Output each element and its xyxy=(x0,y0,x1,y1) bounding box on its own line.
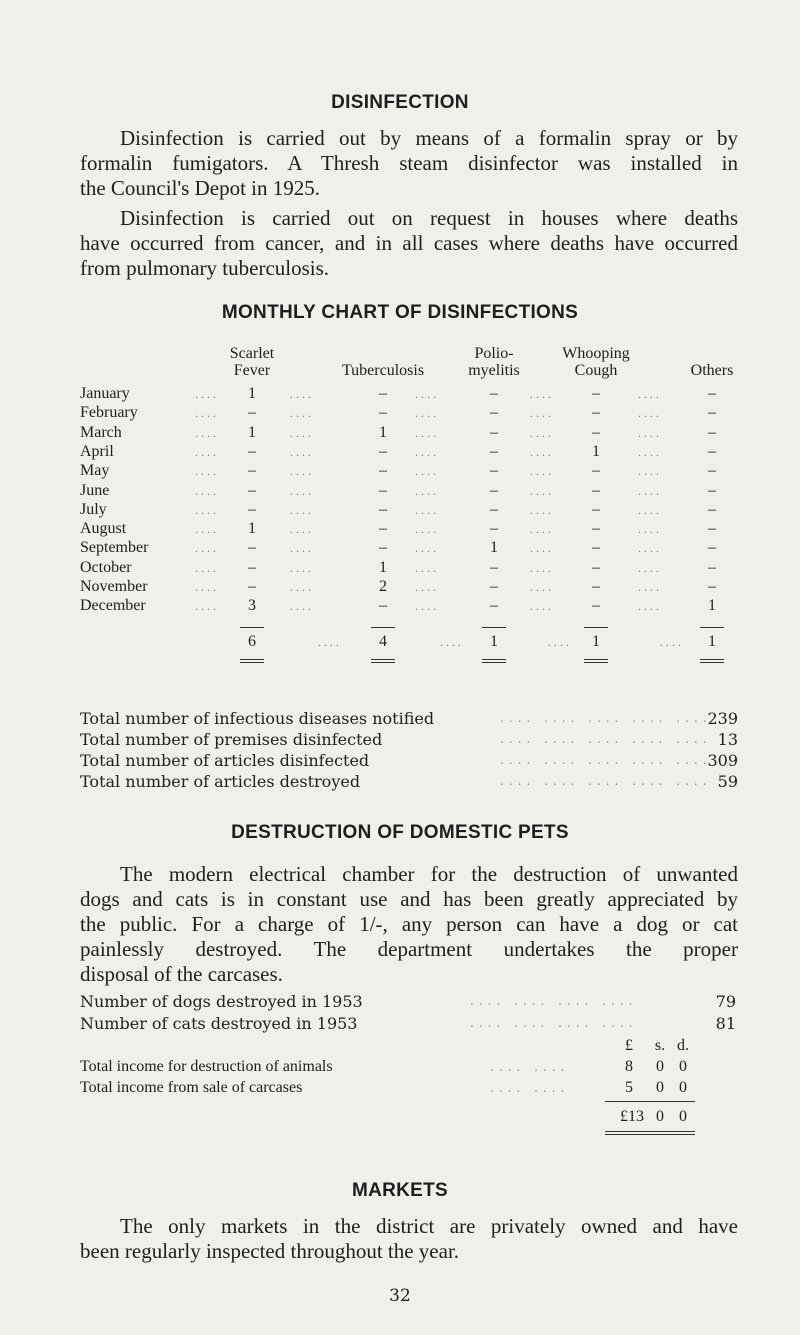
total-rule-double xyxy=(605,1134,695,1135)
table-cell: – xyxy=(708,520,716,538)
table-cell: – xyxy=(708,423,716,441)
leader-dots: .... xyxy=(290,502,314,517)
total-rule-top xyxy=(371,627,395,628)
leader-dots: .... xyxy=(195,406,219,421)
total-rule-top xyxy=(605,1101,695,1102)
disinfection-heading: DISINFECTION xyxy=(331,92,469,113)
leader-dots: .... xyxy=(415,522,439,537)
leader-dots: .... xyxy=(638,444,662,459)
leader-dots: .... xyxy=(195,599,219,614)
leader-dots: .... xyxy=(290,522,314,537)
total-rule-double xyxy=(371,662,395,663)
leader-dots: .... xyxy=(638,464,662,479)
text-line: dogs and cats is in constant use and has been greatly appreciated by xyxy=(80,887,738,911)
table-cell: – xyxy=(708,442,716,460)
table-cell: – xyxy=(379,597,387,615)
table-cell: – xyxy=(592,558,600,576)
table-cell: – xyxy=(248,404,256,422)
leader-dots: .... xyxy=(195,444,219,459)
month-label: April xyxy=(80,442,114,460)
month-label: June xyxy=(80,481,110,499)
leader-dots: .... .... .... .... xyxy=(470,1016,638,1030)
table-cell: – xyxy=(592,481,600,499)
currency-header: £ xyxy=(625,1037,633,1054)
currency-header: d. xyxy=(677,1037,689,1054)
month-label: December xyxy=(80,597,146,615)
table-cell: – xyxy=(379,385,387,402)
text-line: formalin fumigators. A Thresh steam disinfector was installed in xyxy=(80,151,738,175)
table-cell: 3 xyxy=(248,597,256,615)
text-line: The only markets in the district are privately owned and have xyxy=(120,1214,738,1238)
table-cell: – xyxy=(379,500,387,518)
table-cell: – xyxy=(490,597,498,615)
month-label: October xyxy=(80,558,132,576)
income-amount: 5 xyxy=(625,1079,633,1096)
leader-dots: .... xyxy=(290,483,314,498)
total-rule-double xyxy=(605,1131,695,1132)
leader-dots: .... xyxy=(415,444,439,459)
text-line: been regularly inspected throughout the year. xyxy=(80,1239,460,1263)
pets-heading: DESTRUCTION OF DOMESTIC PETS xyxy=(231,822,569,843)
leader-dots: .... xyxy=(530,387,554,401)
summary-row xyxy=(80,751,738,771)
leader-dots: .... xyxy=(638,541,662,556)
summary-value: 13 xyxy=(717,730,738,749)
table-cell: – xyxy=(708,558,716,576)
leader-dots: .... xyxy=(638,560,662,575)
column-header-line2: Cough xyxy=(574,362,618,379)
total-rule-double xyxy=(584,662,608,663)
pets-paragraph xyxy=(80,862,738,987)
leader-dots: .... xyxy=(415,502,439,517)
leader-dots: .... xyxy=(195,560,219,575)
total-cell: 1 xyxy=(708,632,716,650)
leader-dots: .... xyxy=(290,444,314,459)
table-cell: – xyxy=(248,442,256,460)
summary-row xyxy=(80,709,738,729)
leader-dots: .... .... .... .... .... xyxy=(500,774,712,788)
leader-dots: .... xyxy=(318,634,342,649)
table-cell: – xyxy=(490,462,498,480)
count-label: Number of cats destroyed in 1953 xyxy=(80,1014,358,1033)
month-label: February xyxy=(80,404,138,422)
table-cell: – xyxy=(490,404,498,422)
table-cell: 2 xyxy=(379,578,387,595)
summary-value: 239 xyxy=(707,709,738,728)
leader-dots: .... xyxy=(290,541,314,556)
table-cell: 1 xyxy=(592,442,600,460)
leader-dots: .... xyxy=(415,483,439,498)
column-header-line2: Tuberculosis xyxy=(341,362,425,379)
table-cell: – xyxy=(708,385,716,402)
summary-label: Total number of articles destroyed xyxy=(80,772,361,791)
total-rule-double xyxy=(584,659,608,660)
leader-dots: .... xyxy=(290,560,314,575)
table-cell: – xyxy=(248,558,256,576)
leader-dots: .... xyxy=(638,599,662,614)
text-line: the public. For a charge of 1/-, any person can have a dog or cat xyxy=(80,912,738,936)
month-label: September xyxy=(80,539,149,557)
leader-dots: .... xyxy=(195,541,219,556)
table-cell: – xyxy=(592,423,600,441)
total-rule-double xyxy=(482,659,506,660)
leader-dots: .... xyxy=(415,406,439,421)
month-label: July xyxy=(80,500,107,518)
leader-dots: .... .... .... .... .... xyxy=(500,732,712,746)
total-rule-double xyxy=(700,659,724,660)
table-cell: – xyxy=(708,404,716,422)
table-cell: – xyxy=(490,500,498,518)
leader-dots: .... xyxy=(415,464,439,479)
leader-dots: .... xyxy=(195,502,219,517)
leader-dots: .... xyxy=(290,599,314,614)
table-cell: – xyxy=(708,481,716,499)
summary-row xyxy=(80,730,738,750)
leader-dots: .... xyxy=(415,580,439,594)
summary-row xyxy=(80,772,738,792)
page-number: 32 xyxy=(389,1286,411,1306)
leader-dots: .... .... .... .... xyxy=(470,994,638,1008)
month-label: August xyxy=(80,520,127,538)
leader-dots: .... xyxy=(530,522,554,537)
table-cell: – xyxy=(592,500,600,518)
total-rule-top xyxy=(240,627,264,628)
leader-dots: .... xyxy=(290,580,314,594)
table-cell: – xyxy=(708,500,716,518)
income-amount: 8 xyxy=(625,1058,633,1075)
markets-heading: MARKETS xyxy=(351,1180,449,1201)
table-cell: 1 xyxy=(490,539,498,557)
leader-dots: .... xyxy=(530,502,554,517)
summary-label: Total number of infectious diseases notified xyxy=(80,709,435,728)
summary-value: 309 xyxy=(707,751,738,770)
column-header-line1: Whooping xyxy=(562,345,630,362)
column-header-line1: Scarlet xyxy=(229,345,275,362)
leader-dots: .... xyxy=(415,541,439,556)
column-header-line2: Others xyxy=(690,362,734,379)
text-line: the Council's Depot in 1925. xyxy=(80,176,321,200)
table-cell: – xyxy=(248,500,256,518)
text-line: painlessly destroyed. The department undertakes the proper xyxy=(80,937,738,961)
leader-dots: .... xyxy=(195,387,219,401)
chart-heading: MONTHLY CHART OF DISINFECTIONS xyxy=(221,302,579,323)
total-rule-double xyxy=(700,662,724,663)
leader-dots: .... .... xyxy=(490,1081,570,1095)
leader-dots: .... xyxy=(530,425,554,440)
leader-dots: .... .... xyxy=(490,1060,570,1074)
leader-dots: .... xyxy=(415,599,439,614)
leader-dots: .... xyxy=(195,425,219,440)
leader-dots: .... xyxy=(638,522,662,537)
table-cell: – xyxy=(248,539,256,557)
leader-dots: .... xyxy=(195,522,219,537)
text-line: Disinfection is carried out by means of a formalin spray or by xyxy=(120,126,738,150)
leader-dots: .... xyxy=(290,387,314,401)
count-value: 79 xyxy=(715,992,736,1011)
table-cell: – xyxy=(592,404,600,422)
total-rule-double xyxy=(482,662,506,663)
table-cell: 1 xyxy=(379,558,387,576)
leader-dots: .... xyxy=(638,406,662,421)
leader-dots: .... xyxy=(415,387,439,401)
leader-dots: .... xyxy=(638,580,662,594)
leader-dots: .... xyxy=(530,541,554,556)
leader-dots: .... xyxy=(290,406,314,421)
leader-dots: .... .... .... .... .... xyxy=(500,711,712,725)
leader-dots: .... xyxy=(530,464,554,479)
count-value: 81 xyxy=(715,1014,736,1033)
total-cell: 4 xyxy=(379,632,387,650)
table-cell: – xyxy=(592,539,600,557)
table-cell: – xyxy=(490,520,498,538)
table-cell: – xyxy=(592,520,600,538)
text-line: Disinfection is carried out on request in houses where deaths xyxy=(120,206,738,230)
table-cell: – xyxy=(592,597,600,615)
table-cell: – xyxy=(490,423,498,441)
count-label: Number of dogs destroyed in 1953 xyxy=(80,992,363,1011)
table-cell: 1 xyxy=(708,597,716,615)
table-cell: – xyxy=(490,578,498,595)
table-cell: – xyxy=(379,462,387,480)
table-cell: – xyxy=(592,462,600,480)
leader-dots: .... xyxy=(530,599,554,614)
count-row xyxy=(80,1014,736,1034)
leader-dots: .... xyxy=(415,560,439,575)
total-rule-top xyxy=(700,627,724,628)
total-cell: 1 xyxy=(490,632,498,650)
leader-dots: .... xyxy=(290,425,314,440)
summary-value: 59 xyxy=(717,772,738,791)
text-line: have occurred from cancer, and in all cases where deaths have occurred xyxy=(80,231,738,255)
table-cell: – xyxy=(379,442,387,460)
table-cell: – xyxy=(379,539,387,557)
leader-dots: .... xyxy=(548,634,572,649)
leader-dots: .... xyxy=(638,502,662,517)
table-cell: 1 xyxy=(248,385,256,402)
table-cell: – xyxy=(708,539,716,557)
month-label: March xyxy=(80,423,122,441)
column-header-line2: myelitis xyxy=(468,362,520,379)
leader-dots: .... xyxy=(638,483,662,498)
income-amount: 0 xyxy=(679,1058,687,1075)
total-rule-double xyxy=(240,662,264,663)
table-cell: – xyxy=(490,481,498,499)
income-total: 0 xyxy=(656,1108,664,1125)
table-cell: – xyxy=(379,404,387,422)
leader-dots: .... xyxy=(290,464,314,479)
column-header-line1: Polio- xyxy=(474,345,514,362)
table-cell: – xyxy=(379,520,387,538)
table-cell: – xyxy=(708,578,716,595)
income-total: 0 xyxy=(679,1108,687,1125)
text-line: disposal of the carcases. xyxy=(80,962,283,986)
leader-dots: .... xyxy=(195,580,219,594)
table-cell: – xyxy=(490,442,498,460)
summary-label: Total number of articles disinfected xyxy=(80,751,370,770)
leader-dots: .... xyxy=(440,634,464,649)
leader-dots: .... xyxy=(660,634,684,649)
income-label: Total income for destruction of animals xyxy=(80,1058,333,1075)
leader-dots: .... xyxy=(530,444,554,459)
leader-dots: .... xyxy=(530,406,554,421)
count-row xyxy=(80,992,736,1012)
table-cell: 1 xyxy=(248,520,256,538)
month-label: November xyxy=(80,578,148,595)
table-cell: – xyxy=(708,462,716,480)
total-cell: 6 xyxy=(248,632,256,650)
text-line: from pulmonary tuberculosis. xyxy=(80,256,330,280)
income-total: £13 xyxy=(620,1108,644,1125)
summary-label: Total number of premises disinfected xyxy=(80,730,383,749)
currency-header: s. xyxy=(654,1037,666,1054)
total-rule-double xyxy=(371,659,395,660)
leader-dots: .... .... .... .... .... xyxy=(500,753,712,767)
table-cell: – xyxy=(248,578,256,595)
markets-paragraph xyxy=(80,1214,738,1264)
leader-dots: .... xyxy=(530,483,554,498)
leader-dots: .... xyxy=(530,580,554,594)
table-cell: – xyxy=(592,578,600,595)
total-cell: 1 xyxy=(592,632,600,650)
leader-dots: .... xyxy=(638,387,662,401)
income-label: Total income from sale of carcases xyxy=(80,1079,303,1096)
month-label: January xyxy=(80,385,130,402)
table-cell: – xyxy=(490,385,498,402)
table-cell: – xyxy=(490,558,498,576)
total-rule-double xyxy=(240,659,264,660)
table-cell: – xyxy=(379,481,387,499)
total-rule-top xyxy=(584,627,608,628)
table-cell: – xyxy=(248,481,256,499)
leader-dots: .... xyxy=(415,425,439,440)
column-header-line2: Fever xyxy=(233,362,271,379)
leader-dots: .... xyxy=(195,483,219,498)
table-cell: 1 xyxy=(248,423,256,441)
total-rule-top xyxy=(482,627,506,628)
income-amount: 0 xyxy=(656,1058,664,1075)
table-cell: 1 xyxy=(379,423,387,441)
month-label: May xyxy=(80,462,110,480)
leader-dots: .... xyxy=(530,560,554,575)
income-amount: 0 xyxy=(679,1079,687,1096)
table-cell: – xyxy=(248,462,256,480)
text-line: The modern electrical chamber for the destruction of unwanted xyxy=(120,862,738,886)
leader-dots: .... xyxy=(638,425,662,440)
table-cell: – xyxy=(592,385,600,402)
income-amount: 0 xyxy=(656,1079,664,1096)
leader-dots: .... xyxy=(195,464,219,479)
